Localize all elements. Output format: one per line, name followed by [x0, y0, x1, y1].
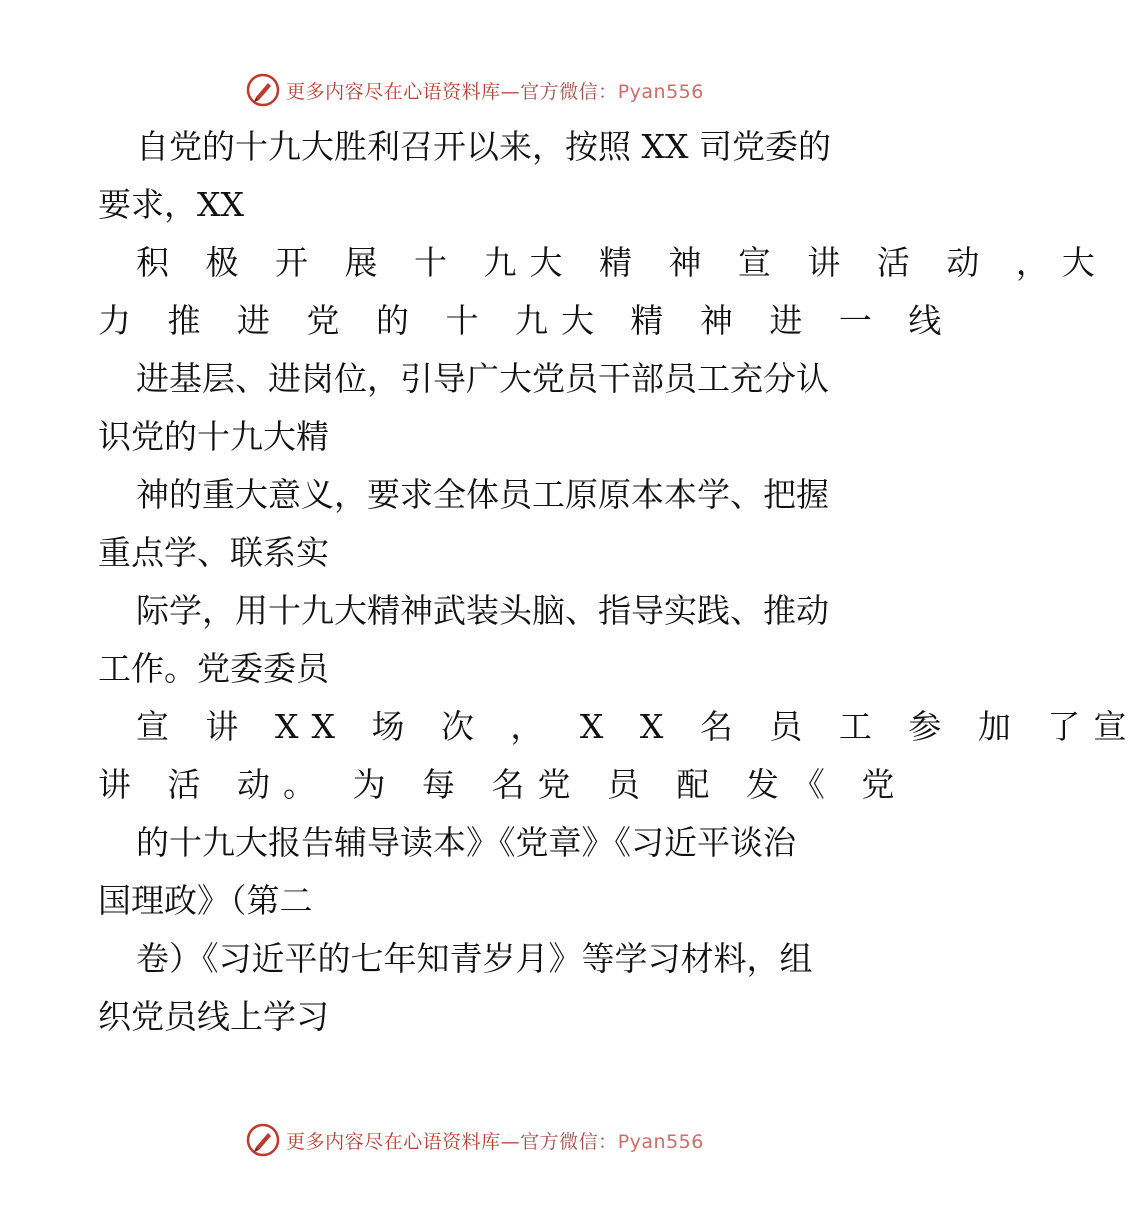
footer-banner [0, 1120, 950, 1160]
paragraph-line: 卷）《习近平的七年知青岁月》等学习材料，组 [136, 939, 813, 978]
header-wechat-label: 官方微信： [520, 80, 618, 103]
header-separator: — [500, 80, 521, 103]
paragraph-line: 重点学、联系实 [98, 533, 329, 572]
paragraph-line: 积 极 开 展 十 九大 精 神 宣 讲 活 动 ，大 [136, 243, 1108, 282]
footer-wechat-id: Pyan556 [617, 1130, 704, 1153]
footer-banner-text [286, 1127, 704, 1154]
paragraph-line: 进基层、进岗位，引导广大党员干部员工充分认 [136, 359, 829, 398]
paragraph-line: 自党的十九大胜利召开以来，按照 XX 司党委的 [136, 127, 831, 166]
footer-separator: — [500, 1130, 521, 1153]
paragraph-line: 国理政》（第二 [98, 881, 313, 920]
header-wechat-id: Pyan556 [617, 80, 704, 103]
paragraph-line: 要求，XX [98, 185, 244, 224]
paragraph-line: 神的重大意义，要求全体员工原原本本学、把握 [136, 475, 829, 514]
paragraph-line: 讲 活 动。 为 每 名党 员 配 发《 党 [98, 765, 908, 804]
header-brand: 更多内容尽在心语资料库 [286, 80, 501, 103]
paragraph-line: 的十九大报告辅导读本》《党章》《习近平谈治 [136, 823, 796, 862]
paragraph-line: 际学，用十九大精神武装头脑、指导实践、推动 [136, 591, 829, 630]
footer-brand: 更多内容尽在心语资料库 [286, 1130, 501, 1153]
footer-wechat-label: 官方微信： [520, 1130, 618, 1153]
document-body [98, 118, 1139, 1046]
header-banner-text [286, 77, 704, 104]
paragraph-line: 力 推 进 党 的 十 九大 精 神 进 一 线 [98, 301, 955, 340]
paragraph-line: 识党的十九大精 [98, 417, 329, 456]
paragraph-line: 织党员线上学习 [98, 997, 329, 1036]
paragraph-line: 宣 讲 XX 场 次 ， X X 名 员 工 参 加 了宣 [136, 707, 1139, 746]
pen-logo-icon [246, 1123, 280, 1157]
pen-logo-icon [246, 73, 280, 107]
header-banner [0, 70, 950, 110]
paragraph-line: 工作。党委委员 [98, 649, 329, 688]
